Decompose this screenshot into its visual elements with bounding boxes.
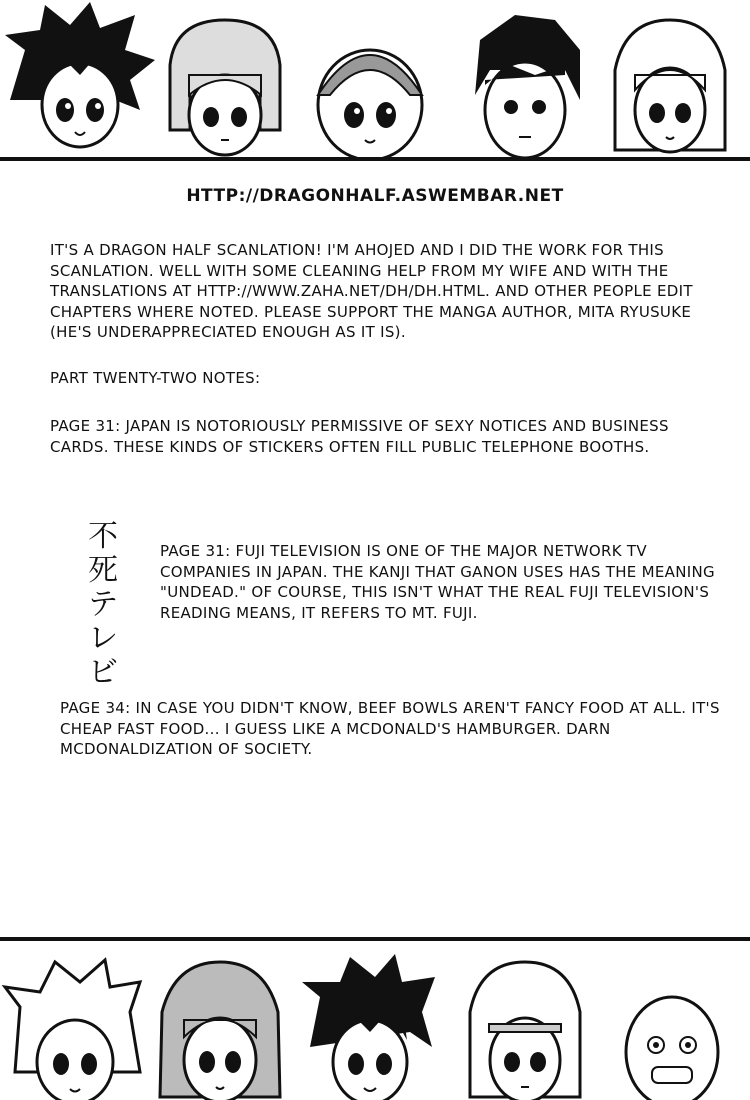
character-face-2 — [170, 20, 280, 155]
character-face-10 — [626, 997, 718, 1100]
note-page-31-stickers: PAGE 31: JAPAN IS NOTORIOUSLY PERMISSIVE OF SEXY NOTICES AND BUSINESS CARDS. THESE KINDS OF STICKERS OFTEN FILL PUBLIC TELEPHONE BOOTHS. — [50, 417, 669, 456]
character-face-8 — [302, 954, 435, 1100]
character-face-5 — [615, 20, 725, 152]
character-face-3 — [318, 50, 422, 158]
notes-heading: PART TWENTY-TWO NOTES: — [50, 369, 261, 387]
intro-paragraph: IT'S A DRAGON HALF SCANLATION! I'M AHOJED AND I DID THE WORK FOR THIS SCANLATION. WELL WITH SOME CLEANING HELP FROM MY WIFE AND WITH THE TRANSLATIONS AT HTTP://WWW.ZAHA.NET/DH/DH.HTML. AND OTHER PEOPLE EDIT CHAPTERS WHERE NOTED. PLEASE SUPPORT THE MANGA AUTHOR, MITA RYUSUKE (HE'S UNDERAPPRECIATED ENOUGH AS IT IS). — [50, 241, 693, 341]
site-url: HTTP://DRAGONHALF.ASWEMBAR.NET — [186, 186, 564, 206]
note-page-34-beef-bowls: PAGE 34: IN CASE YOU DIDN'T KNOW, BEEF BOWLS AREN'T FANCY FOOD AT ALL. IT'S CHEAP FAST FOOD... I GUESS LIKE A MCDONALD'S HAMBURGER. DARN MCDONALDIZATION OF SOCIETY. — [60, 699, 720, 758]
bottom-divider — [0, 937, 750, 941]
top-divider — [0, 157, 750, 161]
note-page-31-fuji-tv: PAGE 31: FUJI TELEVISION IS ONE OF THE MAJOR NETWORK TV COMPANIES IN JAPAN. THE KANJI THAT GANON USES HAS THE MEANING "UNDEAD." OF COURSE, THIS ISN'T WHAT THE REAL FUJI TELEVISION'S READING MEANS, IT REFERS TO MT. FUJI. — [160, 542, 715, 622]
character-face-9 — [470, 962, 580, 1100]
top-character-strip — [0, 0, 750, 158]
kanji-sign-illustration: 不死テレビ — [88, 519, 118, 690]
character-face-6 — [5, 960, 140, 1100]
character-face-1 — [5, 2, 155, 147]
character-face-4 — [475, 15, 580, 158]
bottom-character-strip — [0, 942, 750, 1100]
character-face-7 — [160, 962, 280, 1100]
